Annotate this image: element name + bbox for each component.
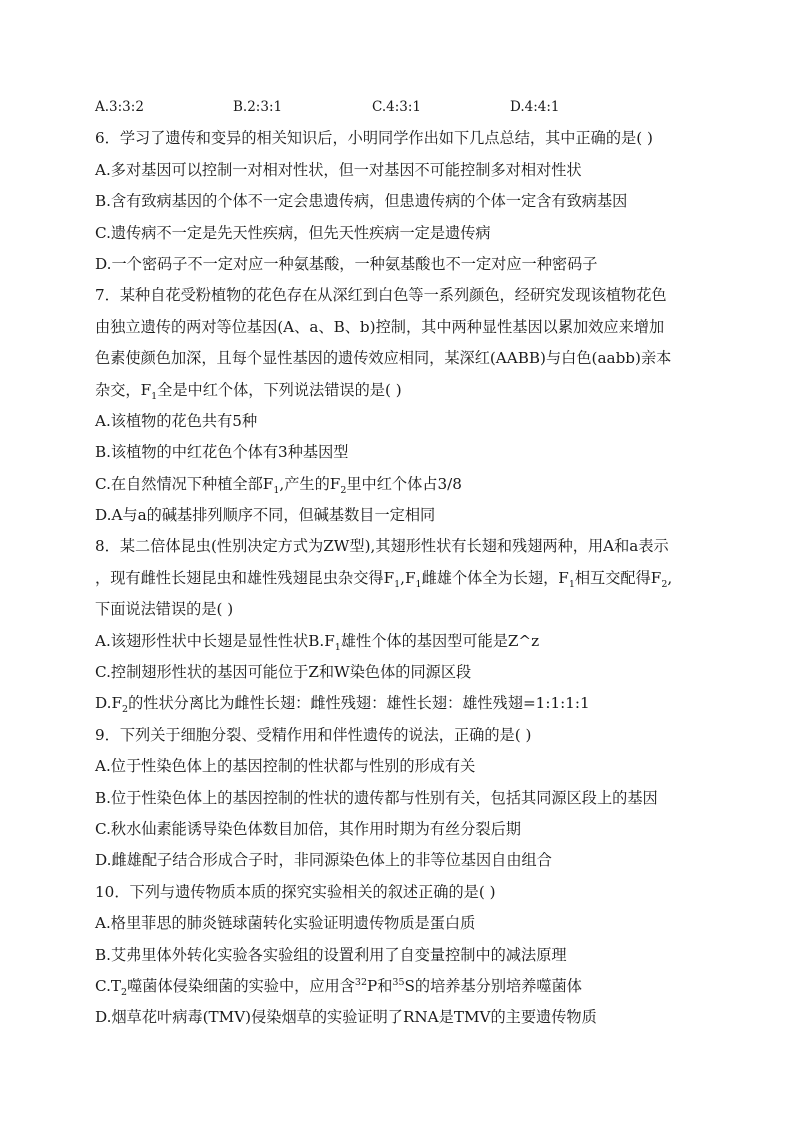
- exam-page: [95, 92, 705, 1034]
- q8-stem-line-2: ，现有雌性长翅昆虫和雄性残翅昆虫杂交得$F_1,F_1$雌雄个体全为长翅，$F_1$相互交配得$F_2$,: [95, 568, 673, 590]
- q5-options: [95, 92, 705, 123]
- q6-option-c: C.遗传病不一定是先天性疾病，但先天性疾病一定是遗传病: [95, 223, 491, 242]
- q5-option-a: A.3:3:2: [95, 99, 144, 115]
- q8-stem-line-3: 下面说法错误的是( ): [95, 600, 234, 619]
- q5-option-c: C.4:3:1: [372, 99, 422, 115]
- q8-stem-line-1: 8．某二倍体昆虫(性别决定方式为ZW型),其翅形性状有长翅和残翅两种，用A和a表示: [95, 537, 669, 556]
- q10-stem: 10．下列与遗传物质本质的探究实验相关的叙述正确的是( ): [95, 882, 496, 901]
- q9-option-d: D.雌雄配子结合形成合子时，非同源染色体上的非等位基因自由组合: [95, 851, 552, 870]
- q7-option-d: D.A与a的碱基排列顺序不同，但碱基数目一定相同: [95, 506, 436, 525]
- q6-stem: 6．学习了遗传和变异的相关知识后，小明同学作出如下几点总结，其中正确的是( ): [95, 129, 653, 148]
- q10-option-c: $C.T_2$噬菌体侵染细菌的实验中，应用含$^{32}$P和$^{35}$S的培养基分别培养噬菌体: [95, 976, 582, 998]
- q10-option-b: B.艾弗里体外转化实验各实验组的设置利用了自变量控制中的减法原理: [95, 945, 567, 964]
- q7-stem-line-2: 由独立遗传的两对等位基因(A、a、B、b)控制，其中两种显性基因以累加效应来增加: [95, 317, 665, 336]
- q6-option-d: D.一个密码子不一定对应一种氨基酸，一种氨基酸也不一定对应一种密码子: [95, 254, 598, 273]
- q10-option-a: A.格里菲思的肺炎链球菌转化实验证明遗传物质是蛋白质: [95, 914, 476, 933]
- q8-option-d: $D.F_2$的性状分离比为雌性长翅：雌性残翅：雄性长翅：雄性残翅=1:1:1:1: [95, 694, 590, 716]
- q7-stem-line-4: 杂交，$F_1$全是中红个体，下列说法错误的是( ): [95, 380, 402, 402]
- q8-option-c: C.控制翅形性状的基因可能位于Z和W染色体的同源区段: [95, 663, 472, 682]
- q7-option-b: B.该植物的中红花色个体有3种基因型: [95, 443, 349, 462]
- q6-option-b: B.含有致病基因的个体不一定会患遗传病，但患遗传病的个体一定含有致病基因: [95, 192, 628, 211]
- q8-option-ab: A.该翅形性状中长翅是显性性状$B.F_1$雄性个体的基因型可能是Z^z: [95, 631, 540, 653]
- q7-stem-line-3: 色素使颜色加深，且每个显性基因的遗传效应相同，某深红(AABB)与白色(aabb)亲本: [95, 349, 672, 368]
- q5-option-b: B.2:3:1: [233, 99, 283, 115]
- q5-option-d: D.4:4:1: [510, 99, 560, 115]
- q7-stem-line-1: 7．某种自花受粉植物的花色存在从深红到白色等一系列颜色，经研究发现该植物花色: [95, 286, 667, 305]
- q6-option-a: A.多对基因可以控制一对相对性状，但一对基因不可能控制多对相对性状: [95, 160, 582, 179]
- q9-option-b: B.位于性染色体上的基因控制的性状的遗传都与性别有关，包括其同源区段上的基因: [95, 788, 658, 807]
- q9-option-a: A.位于性染色体上的基因控制的性状都与性别的形成有关: [95, 757, 476, 776]
- q7-option-c: C.在自然情况下种植全部$F_1$,产生的$F_2$里中红个体占3/8: [95, 474, 462, 496]
- q10-option-d: D.烟草花叶病毒(TMV)侵染烟草的实验证明了RNA是TMV的主要遗传物质: [95, 1008, 597, 1027]
- q7-option-a: A.该植物的花色共有5种: [95, 411, 258, 430]
- q9-option-c: C.秋水仙素能诱导染色体数目加倍，其作用时期为有丝分裂后期: [95, 819, 521, 838]
- q9-stem: 9．下列关于细胞分裂、受精作用和伴性遗传的说法，正确的是( ): [95, 725, 532, 744]
